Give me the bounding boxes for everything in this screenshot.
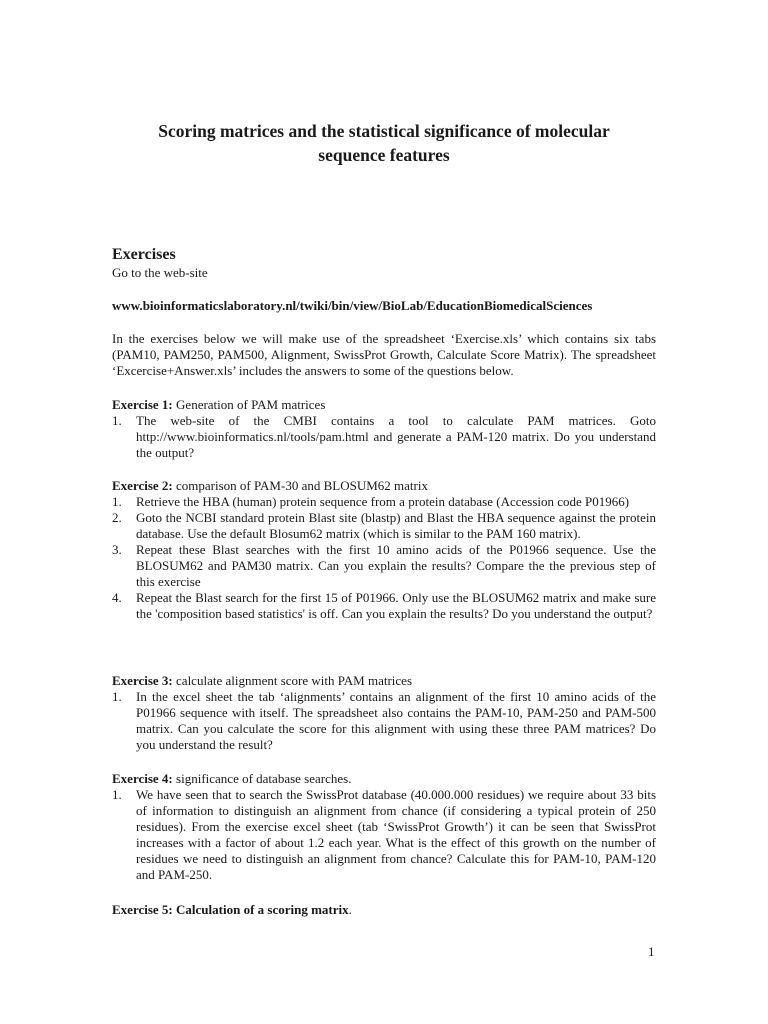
exercise-heading: [112, 902, 656, 918]
title-line-2: sequence features: [318, 145, 450, 165]
list-item: [112, 510, 656, 542]
item-number: 1.: [112, 689, 122, 704]
item-text: We have seen that to search the SwissProt database (40.000.000 residues) we require about 33 bits of information to distinguish an alignment from chance (if considering a typical protein of 250 residues). From the exercise excel sheet (tab ‘SwissProt Growth’) it can be seen that SwissProt increases with a factor of about 1.2 each year. What is the effect of this growth on the number of residues we need to distinguish an alignment from chance? Calculate this for PAM-10, PAM-120 and PAM-250.: [136, 787, 656, 882]
item-text: Goto the NCBI standard protein Blast site (blastp) and Blast the HBA sequence against the protein database. Use the default Blosum62 matrix (which is similar to the PAM 160 matrix).: [136, 510, 656, 541]
item-number: 3.: [112, 542, 122, 557]
list-item: [112, 787, 656, 883]
item-number: 4.: [112, 590, 122, 605]
exercise-label: Exercise 2:: [112, 478, 173, 493]
exercise-label: Exercise 3:: [112, 673, 173, 688]
exercise-label: Exercise 5:: [112, 902, 173, 917]
intro-paragraph: In the exercises below we will make use of the spreadsheet ‘Exercise.xls’ which contains six tabs (PAM10, PAM250, PAM500, Alignment, SwissProt Growth, Calculate Score Matrix). The spreadsheet ‘Excercise+Answer.xls’ includes the answers to some of the questions below.: [112, 331, 656, 378]
page-number: 1: [648, 944, 655, 959]
exercise-heading: [112, 397, 656, 413]
item-number: 1.: [112, 494, 122, 509]
list-item: [112, 494, 656, 510]
exercise-label: Exercise 4:: [112, 771, 173, 786]
exercise-title: calculate alignment score with PAM matrices: [172, 673, 413, 688]
exercise-4: [112, 771, 656, 883]
item-text: Repeat the Blast search for the first 15 of P01966. Only use the BLOSUM62 matrix and make sure the 'composition based statistics' is off. Can you explain the results? Do you understand the output?: [136, 590, 656, 621]
exercise-title: Calculation of a scoring matrix: [172, 902, 349, 917]
list-item: [112, 689, 656, 753]
exercise-2: [112, 478, 656, 622]
exercise-title-tail: .: [348, 902, 352, 917]
exercise-title: comparison of PAM-30 and BLOSUM62 matrix: [172, 478, 428, 493]
item-number: 1.: [112, 787, 122, 802]
document-page: [112, 0, 656, 1024]
goto-text: Go to the web-site: [112, 265, 208, 280]
exercise-label: Exercise 1:: [112, 397, 173, 412]
exercise-1: [112, 397, 656, 461]
list-item: [112, 590, 656, 622]
exercise-heading: [112, 673, 656, 689]
website-url: www.bioinformaticslaboratory.nl/twiki/bin/view/BioLab/EducationBiomedicalSciences: [112, 298, 593, 313]
item-text: In the excel sheet the tab ‘alignments’ contains an alignment of the first 10 amino acids of the P01966 sequence with itself. The spreadsheet also contains the PAM-10, PAM-250 and PAM-500 matrix. Can you calculate the score for this alignment with using these three PAM matrices? Do you understand the result?: [136, 689, 656, 752]
item-text: The web-site of the CMBI contains a tool to calculate PAM matrices. Goto http://www.bioinformatics.nl/tools/pam.html and generate a PAM-120 matrix. Do you understand the output?: [136, 413, 656, 460]
exercise-title: Generation of PAM matrices: [172, 397, 326, 412]
exercise-5: [112, 902, 656, 918]
item-text: Retrieve the HBA (human) protein sequence from a protein database (Accession code P01966): [136, 494, 630, 509]
document-title: [112, 119, 656, 167]
exercise-title: significance of database searches.: [172, 771, 352, 786]
item-number: 1.: [112, 413, 122, 428]
exercise-heading: [112, 478, 656, 494]
item-text: Repeat these Blast searches with the first 10 amino acids of the P01966 sequence. Use the BLOSUM62 and PAM30 matrix. Can you explain the results? Compare the the previous step of this exercise: [136, 542, 656, 589]
list-item: [112, 542, 656, 590]
exercise-3: [112, 673, 656, 753]
exercises-heading: Exercises: [112, 246, 176, 263]
item-number: 2.: [112, 510, 122, 525]
exercise-heading: [112, 771, 656, 787]
list-item: [112, 413, 656, 461]
title-line-1: Scoring matrices and the statistical significance of molecular: [158, 121, 610, 141]
